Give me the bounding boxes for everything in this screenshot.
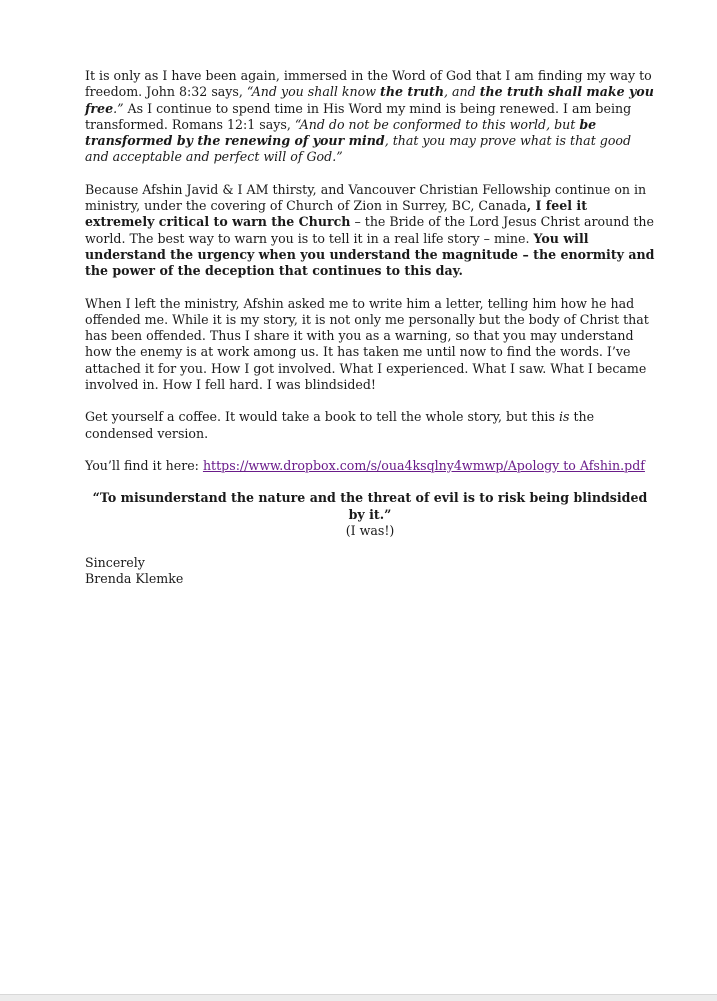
paragraph-link: You’ll find it here: https://www.dropbox.com/s/oua4ksqlny4wmwp/Apology to Afshin.pdf xyxy=(85,457,645,473)
scripture-quote-romans: “And do not be conformed to this world, but be transformed by the renewing of your mind, that you may prove what is that good and acceptable and perfect will of God.” xyxy=(85,116,632,165)
paragraph-text: As I continue to spend time in His Word my mind is being renewed. I am being transformed. Romans 12:1 says, xyxy=(85,100,632,132)
dropbox-link[interactable]: https://www.dropbox.com/s/oua4ksqlny4wmwp/Apology to Afshin.pdf xyxy=(202,457,645,473)
paragraph-coffee: Get yourself a coffee. It would take a book to tell the whole story, but this is the condensed version. xyxy=(85,409,595,441)
letter-body xyxy=(85,68,655,588)
closing-quote: “To misunderstand the nature and the threat of evil is to risk being blindsided by it.” xyxy=(92,490,648,522)
signature-block xyxy=(85,555,655,588)
paragraph-freedom xyxy=(85,68,655,166)
signature-name: Brenda Klemke xyxy=(85,571,184,587)
paragraph-story: When I left the ministry, Afshin asked me to write him a letter, telling him how he had offended me. While it is my story, it is not only me personally but the body of Christ that has been offended. Thus I share it with you as a warning, so that you may understand how the enemy is at work among us. It has taken me until now to find the words. I’ve attached it for you. How I got involved. What I experienced. What I saw. What I became involved in. How I fell hard. I was blindsided! xyxy=(85,295,649,393)
quote-aside: (I was!) xyxy=(345,522,395,538)
scripture-quote-john: “And you shall know the truth, and the truth shall make you free.” xyxy=(85,84,654,116)
valediction: Sincerely xyxy=(85,555,145,571)
paragraph-text: It is only as I have been again, immersed in the Word of God that I am finding my way to freedom. John 8:32 says, xyxy=(85,68,652,100)
paragraph-warning: Because Afshin Javid & I AM thirsty, and Vancouver Christian Fellowship continue on in ministry, under the covering of Church of Zion in Surrey, BC, Canada, I feel it extremely critical to warn the Church – the Bride of the Lord Jesus Christ around the world. The best way to warn you is to tell it in a real life story – mine. You will understand the urgency when you understand the magnitude – the enormity and the power of the deception that continues to this day. xyxy=(85,181,655,279)
quote-block xyxy=(85,490,655,539)
